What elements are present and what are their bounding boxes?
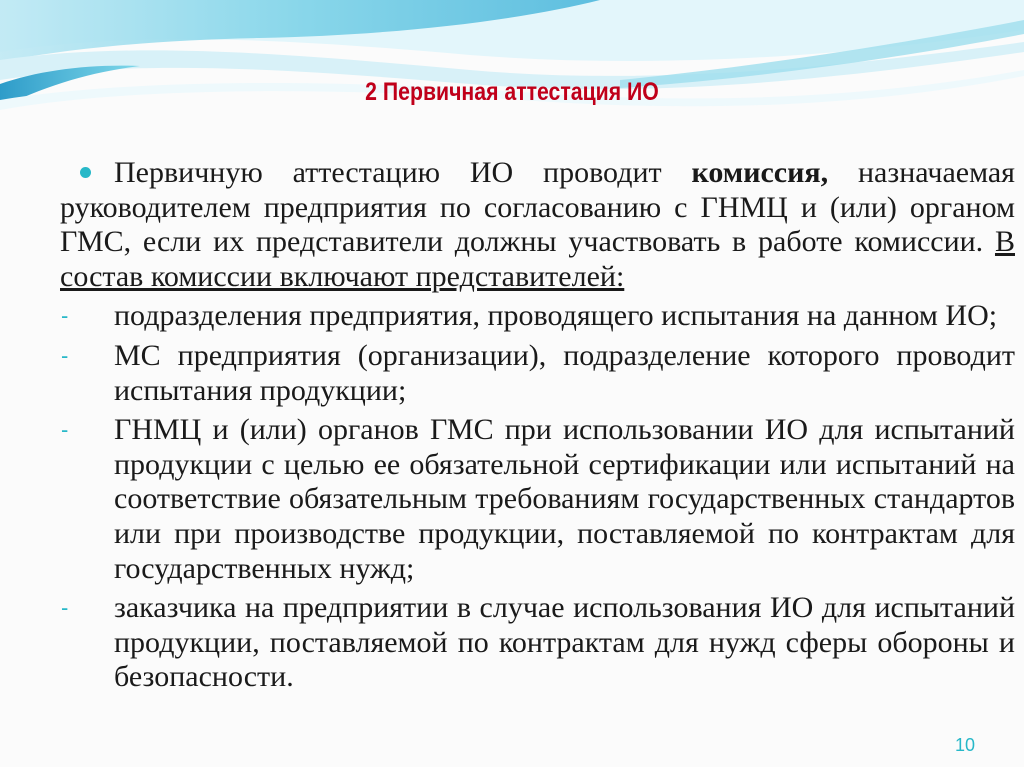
- intro-bold-text: комиссия,: [691, 156, 829, 189]
- list-item: [60, 413, 1015, 586]
- list-item-text: заказчика на предприятии в случае использования ИО для испытаний продукции, поставляемой по контрактам для нужд сферы обороны и безопасности.: [114, 591, 1015, 694]
- dash-icon: -: [61, 342, 69, 368]
- dash-icon: -: [61, 303, 69, 329]
- dash-icon: -: [61, 417, 69, 443]
- bullet-dot-icon: [80, 167, 91, 178]
- list-item-text: МС предприятия (организации), подразделение которого проводит испытания продукции;: [114, 338, 1015, 407]
- list-item-text: ГНМЦ и (или) органов ГМС при использовании ИО для испытаний продукции с целью ее обязательной сертификации или испытаний на соответствие обязательным требованиям государственных стандартов или при производстве продукции, поставляемой по контрактам для государственных нужд;: [114, 413, 1015, 585]
- intro-paragraph: [60, 156, 1015, 294]
- list-item: [60, 591, 1015, 695]
- dash-icon: -: [61, 595, 69, 621]
- intro-text-1: Первичную аттестацию ИО проводит: [114, 156, 692, 189]
- intro-underlined-text: В состав комиссии включают представителей:: [60, 225, 1015, 293]
- slide-title: 2 Первичная аттестация ИО: [365, 78, 659, 106]
- list-item: [60, 299, 1015, 334]
- intro-text-2: назначаемая руководителем предприятия по согласованию с ГНМЦ и (или) органом ГМС, если их представители должны участвовать в работе комиссии.: [60, 156, 1015, 259]
- list-item-text: подразделения предприятия, проводящего испытания на данном ИО;: [114, 299, 998, 333]
- header-wave-decoration: [0, 0, 1024, 130]
- page-number: 10: [955, 735, 976, 755]
- list-item: [60, 339, 1015, 408]
- slide-body: [60, 156, 1015, 695]
